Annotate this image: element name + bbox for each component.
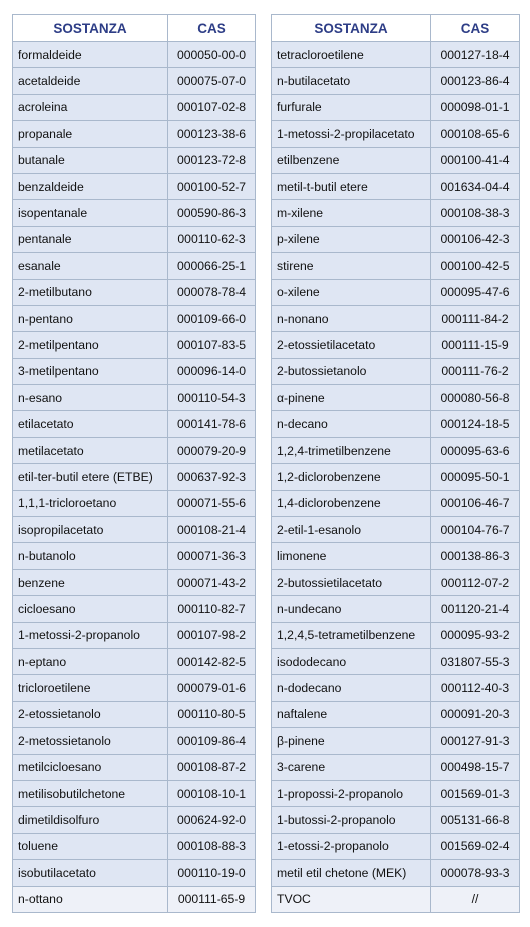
substance-name: tetracloroetilene (272, 42, 431, 68)
table-row (272, 807, 520, 833)
substance-name: esanale (13, 253, 168, 279)
substance-name: benzaldeide (13, 173, 168, 199)
header-sostanza: SOSTANZA (13, 15, 168, 42)
table-row (272, 780, 520, 806)
substance-name: n-dodecano (272, 675, 431, 701)
substance-name: pentanale (13, 226, 168, 252)
substance-name: 2-etossietilacetato (272, 332, 431, 358)
cas-number: 000107-02-8 (168, 94, 256, 120)
table-row (272, 464, 520, 490)
substance-name: n-ottano (13, 886, 168, 912)
substance-name: 1,2-diclorobenzene (272, 464, 431, 490)
table-row (13, 596, 256, 622)
substance-name: metil etil chetone (MEK) (272, 860, 431, 886)
table-row (272, 305, 520, 331)
table-row (272, 675, 520, 701)
table-row (13, 173, 256, 199)
cas-number: 000098-01-1 (431, 94, 520, 120)
cas-number: 000106-42-3 (431, 226, 520, 252)
cas-number: 000071-43-2 (168, 569, 256, 595)
substance-name: p-xilene (272, 226, 431, 252)
substance-name: β-pinene (272, 728, 431, 754)
substance-name: metilacetato (13, 437, 168, 463)
substance-name: metilisobutilchetone (13, 780, 168, 806)
cas-number: 000080-56-8 (431, 385, 520, 411)
substance-name: formaldeide (13, 42, 168, 68)
substance-name: 1-butossi-2-propanolo (272, 807, 431, 833)
substance-name: dimetildisolfuro (13, 807, 168, 833)
table-row (13, 464, 256, 490)
table-row (272, 173, 520, 199)
substance-name: toluene (13, 833, 168, 859)
cas-number: 000095-93-2 (431, 622, 520, 648)
substance-name: 1,2,4,5-tetrametilbenzene (272, 622, 431, 648)
table-row (13, 121, 256, 147)
cas-number: 000124-18-5 (431, 411, 520, 437)
cas-number: 000104-76-7 (431, 517, 520, 543)
table-row (272, 200, 520, 226)
table-row (272, 42, 520, 68)
substance-name: 1-metossi-2-propilacetato (272, 121, 431, 147)
substance-name: naftalene (272, 701, 431, 727)
cas-number: 000498-15-7 (431, 754, 520, 780)
table-row (272, 517, 520, 543)
cas-number: 000110-54-3 (168, 385, 256, 411)
cas-number: // (431, 886, 520, 912)
cas-number: 000111-15-9 (431, 332, 520, 358)
cas-number: 000109-86-4 (168, 728, 256, 754)
table-row (13, 68, 256, 94)
cas-number: 000079-01-6 (168, 675, 256, 701)
cas-number: 000050-00-0 (168, 42, 256, 68)
substance-name: furfurale (272, 94, 431, 120)
cas-number: 000110-82-7 (168, 596, 256, 622)
cas-number: 000624-92-0 (168, 807, 256, 833)
substance-name: 2-etossietanolo (13, 701, 168, 727)
substance-name: TVOC (272, 886, 431, 912)
table-row (272, 860, 520, 886)
cas-number: 001569-01-3 (431, 780, 520, 806)
cas-number: 000111-84-2 (431, 305, 520, 331)
table-row (272, 490, 520, 516)
table-row (13, 358, 256, 384)
substance-name: stirene (272, 253, 431, 279)
cas-number: 005131-66-8 (431, 807, 520, 833)
cas-number: 000590-86-3 (168, 200, 256, 226)
cas-number: 000112-40-3 (431, 675, 520, 701)
cas-number: 000123-38-6 (168, 121, 256, 147)
substance-name: 1-propossi-2-propanolo (272, 780, 431, 806)
substance-name: 1-metossi-2-propanolo (13, 622, 168, 648)
table-row (13, 437, 256, 463)
table-row (272, 543, 520, 569)
table-row (13, 253, 256, 279)
substance-name: n-undecano (272, 596, 431, 622)
header-sostanza: SOSTANZA (272, 15, 431, 42)
header-cas: CAS (168, 15, 256, 42)
table-row (13, 780, 256, 806)
table-row (13, 279, 256, 305)
table-row (13, 305, 256, 331)
table-row (13, 490, 256, 516)
table-row (13, 675, 256, 701)
substance-name: α-pinene (272, 385, 431, 411)
table-row (13, 754, 256, 780)
substance-name: butanale (13, 147, 168, 173)
substances-table-left (12, 14, 256, 913)
cas-number: 000095-47-6 (431, 279, 520, 305)
table-row (272, 728, 520, 754)
header-cas: CAS (431, 15, 520, 42)
substance-name: propanale (13, 121, 168, 147)
cas-number: 000110-19-0 (168, 860, 256, 886)
table-row (13, 701, 256, 727)
table-row (272, 648, 520, 674)
cas-number: 000100-41-4 (431, 147, 520, 173)
substance-name: limonene (272, 543, 431, 569)
substance-name: 1,2,4-trimetilbenzene (272, 437, 431, 463)
cas-number: 000106-46-7 (431, 490, 520, 516)
cas-number: 000096-14-0 (168, 358, 256, 384)
cas-number: 000108-38-3 (431, 200, 520, 226)
table-row (272, 68, 520, 94)
table-row (272, 121, 520, 147)
table-row (272, 253, 520, 279)
table-row (272, 358, 520, 384)
substance-name: 2-etil-1-esanolo (272, 517, 431, 543)
cas-number: 000100-42-5 (431, 253, 520, 279)
substance-name: n-pentano (13, 305, 168, 331)
table-row (272, 754, 520, 780)
cas-number: 001569-02-4 (431, 833, 520, 859)
table-row (13, 517, 256, 543)
table-row (13, 385, 256, 411)
cas-number: 000109-66-0 (168, 305, 256, 331)
substance-name: 2-butossietanolo (272, 358, 431, 384)
table-row (13, 833, 256, 859)
substance-name: isopentanale (13, 200, 168, 226)
substance-name: n-butanolo (13, 543, 168, 569)
cas-number: 000110-62-3 (168, 226, 256, 252)
cas-number: 000108-10-1 (168, 780, 256, 806)
table-row (13, 807, 256, 833)
cas-number: 000108-87-2 (168, 754, 256, 780)
cas-number: 000127-91-3 (431, 728, 520, 754)
cas-number: 001120-21-4 (431, 596, 520, 622)
cas-number: 000095-63-6 (431, 437, 520, 463)
substance-name: acetaldeide (13, 68, 168, 94)
substance-name: metil-t-butil etere (272, 173, 431, 199)
table-row (272, 332, 520, 358)
substance-name: metilcicloesano (13, 754, 168, 780)
cas-number: 000107-83-5 (168, 332, 256, 358)
substance-name: benzene (13, 569, 168, 595)
substance-name: n-decano (272, 411, 431, 437)
table-row (13, 543, 256, 569)
cas-number: 000110-80-5 (168, 701, 256, 727)
header-row (13, 15, 256, 42)
table-row (13, 147, 256, 173)
substance-name: acroleina (13, 94, 168, 120)
table-row (13, 569, 256, 595)
substance-name: 3-carene (272, 754, 431, 780)
table-row (272, 622, 520, 648)
substance-name: 3-metilpentano (13, 358, 168, 384)
cas-number: 000108-21-4 (168, 517, 256, 543)
cas-number: 000112-07-2 (431, 569, 520, 595)
table-row (13, 332, 256, 358)
cas-number: 000637-92-3 (168, 464, 256, 490)
substance-name: 2-metilpentano (13, 332, 168, 358)
substances-table-right (271, 14, 520, 913)
table-row (13, 622, 256, 648)
cas-number: 000142-82-5 (168, 648, 256, 674)
substance-name: n-nonano (272, 305, 431, 331)
substance-name: etilacetato (13, 411, 168, 437)
cas-number: 000091-20-3 (431, 701, 520, 727)
table-row (272, 147, 520, 173)
cas-number: 000078-78-4 (168, 279, 256, 305)
substance-name: n-esano (13, 385, 168, 411)
table-row (13, 728, 256, 754)
cas-number: 000095-50-1 (431, 464, 520, 490)
substance-name: m-xilene (272, 200, 431, 226)
substance-name: 2-metilbutano (13, 279, 168, 305)
substance-name: n-butilacetato (272, 68, 431, 94)
cas-number: 000111-65-9 (168, 886, 256, 912)
cas-number: 000071-55-6 (168, 490, 256, 516)
table-row (13, 886, 256, 912)
table-row (13, 200, 256, 226)
substance-name: 2-butossietilacetato (272, 569, 431, 595)
cas-number: 000107-98-2 (168, 622, 256, 648)
cas-number: 000100-52-7 (168, 173, 256, 199)
substance-name: tricloroetilene (13, 675, 168, 701)
cas-number: 000075-07-0 (168, 68, 256, 94)
substance-name: etilbenzene (272, 147, 431, 173)
table-row (13, 648, 256, 674)
table-row (13, 94, 256, 120)
cas-number: 031807-55-3 (431, 648, 520, 674)
substance-name: cicloesano (13, 596, 168, 622)
substance-name: o-xilene (272, 279, 431, 305)
cas-number: 000108-88-3 (168, 833, 256, 859)
table-row (272, 701, 520, 727)
table-row (272, 385, 520, 411)
table-row (272, 279, 520, 305)
cas-number: 000079-20-9 (168, 437, 256, 463)
substance-name: isobutilacetato (13, 860, 168, 886)
substance-name: 2-metossietanolo (13, 728, 168, 754)
cas-number: 000066-25-1 (168, 253, 256, 279)
substance-name: 1,1,1-tricloroetano (13, 490, 168, 516)
header-row (272, 15, 520, 42)
table-row (272, 886, 520, 912)
substance-name: isopropilacetato (13, 517, 168, 543)
substance-name: isododecano (272, 648, 431, 674)
cas-number: 000108-65-6 (431, 121, 520, 147)
substance-name: etil-ter-butil etere (ETBE) (13, 464, 168, 490)
table-row (13, 42, 256, 68)
cas-number: 000138-86-3 (431, 543, 520, 569)
cas-number: 000111-76-2 (431, 358, 520, 384)
table-row (272, 94, 520, 120)
table-row (13, 860, 256, 886)
substance-name: n-eptano (13, 648, 168, 674)
cas-number: 000123-72-8 (168, 147, 256, 173)
cas-number: 000071-36-3 (168, 543, 256, 569)
table-row (13, 411, 256, 437)
table-row (272, 596, 520, 622)
cas-number: 000141-78-6 (168, 411, 256, 437)
substance-name: 1,4-diclorobenzene (272, 490, 431, 516)
table-row (272, 833, 520, 859)
table-row (272, 411, 520, 437)
substance-name: 1-etossi-2-propanolo (272, 833, 431, 859)
table-row (272, 437, 520, 463)
cas-number: 000123-86-4 (431, 68, 520, 94)
cas-number: 000078-93-3 (431, 860, 520, 886)
table-row (13, 226, 256, 252)
table-row (272, 569, 520, 595)
cas-number: 001634-04-4 (431, 173, 520, 199)
table-row (272, 226, 520, 252)
cas-number: 000127-18-4 (431, 42, 520, 68)
